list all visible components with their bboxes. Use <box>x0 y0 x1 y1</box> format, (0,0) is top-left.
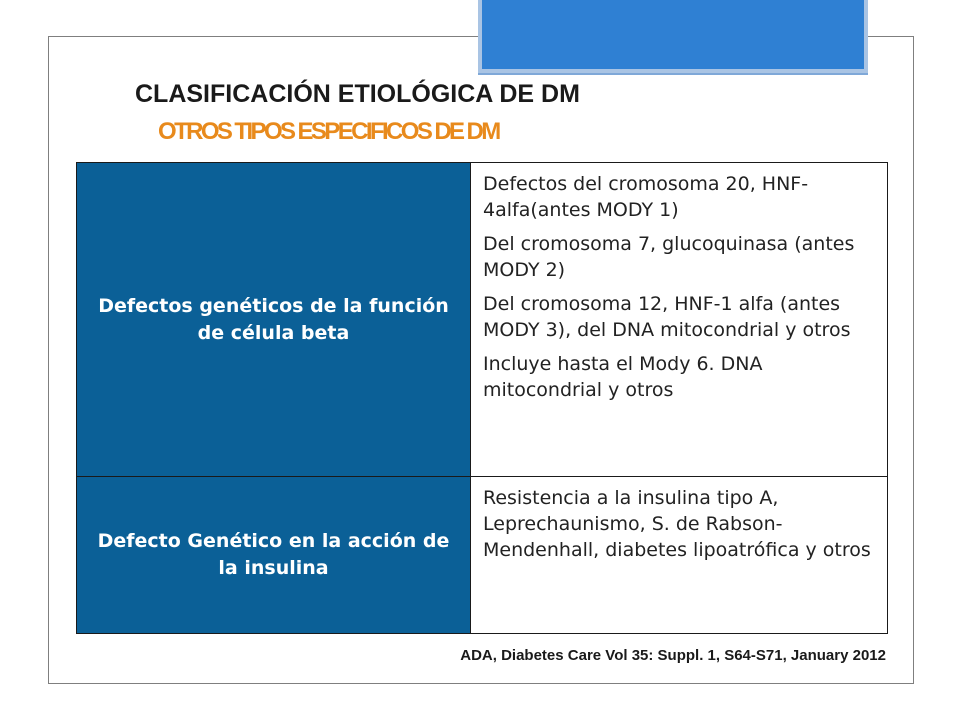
row-label: Defectos genéticos de la función de célula beta <box>77 163 471 477</box>
row-content <box>471 477 888 634</box>
table-row <box>77 163 888 477</box>
accent-box <box>478 0 868 73</box>
citation: ADA, Diabetes Care Vol 35: Suppl. 1, S64-S71, January 2012 <box>460 647 886 664</box>
classification-table <box>76 162 888 634</box>
list-item: Del cromosoma 7, glucoquinasa (antes MODY 2) <box>483 233 855 281</box>
slide-title: CLASIFICACIÓN ETIOLÓGICA DE DM <box>135 80 580 108</box>
list-item: Incluye hasta el Mody 6. DNA mitocondrial y otros <box>483 353 763 401</box>
row-label: Defecto Genético en la acción de la insulina <box>77 477 471 634</box>
list-item: Del cromosoma 12, HNF-1 alfa (antes MODY 3), del DNA mitocondrial y otros <box>483 293 851 341</box>
list-item: Resistencia a la insulina tipo A, Leprechaunismo, S. de Rabson-Mendenhall, diabetes lipoatrófica y otros <box>483 487 871 561</box>
list-item: Defectos del cromosoma 20, HNF-4alfa(antes MODY 1) <box>483 173 809 221</box>
row-content <box>471 163 888 477</box>
slide-subtitle: OTROS TIPOS ESPECIFICOS DE DM <box>158 118 499 145</box>
table-row <box>77 477 888 634</box>
